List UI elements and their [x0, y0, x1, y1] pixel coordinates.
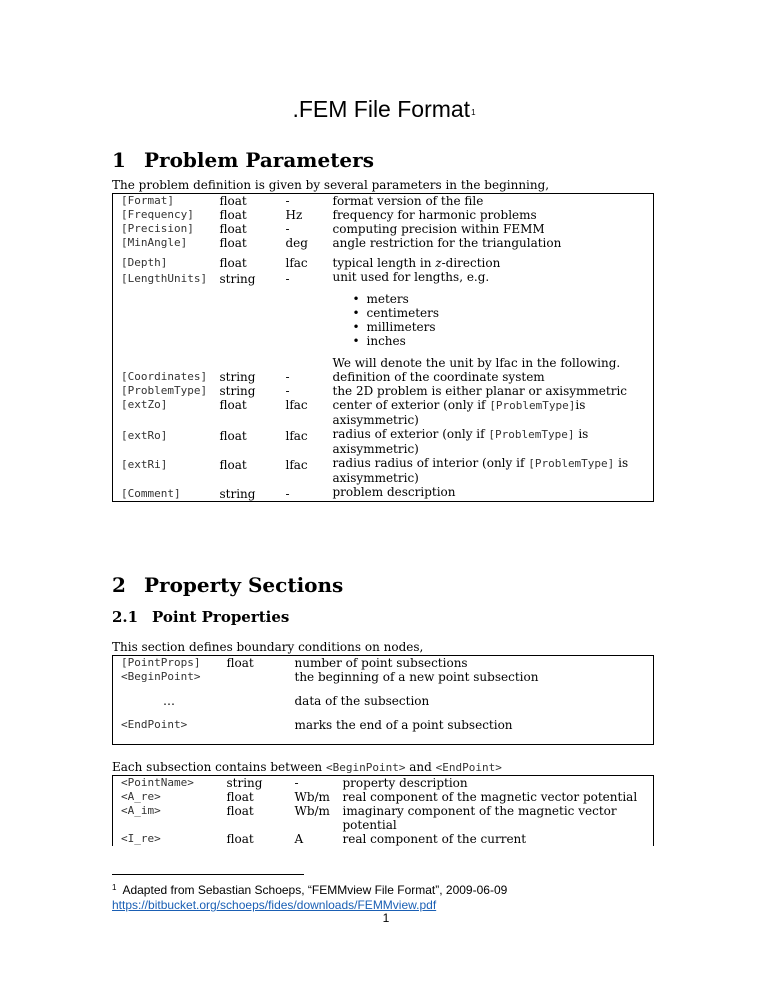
- param-unit: Wb/m: [294, 804, 330, 818]
- param-description: [333, 485, 654, 502]
- description-text: center of exterior (only if: [332, 398, 490, 412]
- table-row: [113, 656, 654, 671]
- description-text: is axisymmetric): [332, 398, 586, 427]
- section-title: Property Sections: [144, 573, 344, 597]
- param-name: [Depth]: [121, 256, 168, 269]
- list-item: • centimeters: [353, 306, 654, 320]
- description-text: data of the subsection: [294, 694, 430, 708]
- section-2-heading: [112, 573, 343, 597]
- param-name: <PointName>: [121, 776, 194, 789]
- param-type: float: [219, 208, 247, 222]
- param-description: [295, 708, 654, 745]
- param-description: [333, 370, 654, 384]
- list-item: • millimeters: [353, 320, 654, 334]
- table-row: [113, 485, 654, 502]
- param-type: [227, 708, 295, 745]
- document-title: [0, 96, 768, 123]
- param-name: [Format]: [121, 194, 174, 207]
- description-text: property description: [342, 776, 468, 790]
- description-text: is axisymmetric): [332, 427, 589, 456]
- table-row: [113, 370, 654, 384]
- param-unit: -: [285, 272, 290, 286]
- param-name: <BeginPoint>: [121, 670, 201, 683]
- param-description: [343, 832, 654, 846]
- param-unit: Wb/m: [294, 790, 330, 804]
- table-row: [113, 708, 654, 745]
- description-text: angle restriction for the triangulation: [332, 236, 562, 250]
- table-row: [113, 208, 654, 222]
- table-row: [113, 832, 654, 846]
- end-point-code: <EndPoint>: [435, 761, 502, 774]
- param-type: string: [219, 384, 256, 398]
- param-description: [295, 670, 654, 684]
- param-description: [295, 656, 654, 671]
- param-name: [MinAngle]: [121, 236, 188, 249]
- param-name: <I_re>: [121, 832, 161, 845]
- param-type: float: [219, 194, 247, 208]
- param-description: [333, 398, 654, 427]
- point-props-table: [112, 655, 654, 745]
- footnote-separator: [112, 874, 304, 875]
- param-description: [333, 270, 654, 370]
- description-text: unit used for lengths, e.g.: [332, 270, 490, 284]
- table-row: [113, 194, 654, 209]
- description-text: the beginning of a new point subsection: [294, 670, 539, 684]
- param-type: float: [219, 458, 247, 472]
- param-type: string: [219, 370, 256, 384]
- param-type: float: [219, 256, 247, 270]
- footnote-link[interactable]: https://bitbucket.org/schoeps/fides/downloads/FEMMview.pdf: [112, 898, 437, 912]
- length-units-list: [353, 292, 654, 348]
- table-row: [113, 398, 654, 427]
- param-unit: deg: [285, 236, 308, 250]
- param-type: float: [219, 429, 247, 443]
- param-type: float: [226, 832, 254, 846]
- param-unit: -: [294, 776, 299, 790]
- param-unit: lfac: [285, 398, 308, 412]
- table-row: [113, 236, 654, 250]
- table-row: [113, 222, 654, 236]
- param-name: [Frequency]: [121, 208, 194, 221]
- table-row: [113, 456, 654, 485]
- description-text: imaginary component of the magnetic vector potential: [342, 804, 617, 832]
- param-description: [333, 222, 654, 236]
- table-row: [113, 790, 654, 804]
- param-description: [333, 208, 654, 222]
- param-name: [extRi]: [121, 458, 168, 471]
- param-type: float: [226, 656, 254, 670]
- description-text: computing precision within FEMM: [332, 222, 545, 236]
- param-name: [ProblemType]: [121, 384, 208, 397]
- param-type: float: [226, 804, 254, 818]
- description-note: We will denote the unit by lfac in the following.: [332, 356, 621, 370]
- param-type: string: [226, 776, 263, 790]
- param-type: float: [219, 222, 247, 236]
- param-unit: -: [285, 487, 290, 501]
- param-name: [extZo]: [121, 398, 168, 411]
- page-number: 1: [382, 911, 390, 925]
- begin-point-code: <BeginPoint>: [325, 761, 406, 774]
- param-description: [333, 427, 654, 456]
- param-unit: A: [294, 832, 304, 846]
- point-subsection-table: [112, 775, 654, 846]
- footnote-mark: 1: [112, 883, 117, 892]
- param-type: [227, 684, 295, 708]
- param-unit: -: [285, 194, 290, 208]
- table-row: [113, 250, 654, 270]
- param-unit: lfac: [285, 429, 308, 443]
- description-text: format version of the file: [332, 194, 484, 208]
- param-unit: -: [285, 384, 290, 398]
- param-type: string: [219, 272, 256, 286]
- table-row: [113, 670, 654, 684]
- title-text: .FEM File Format: [292, 96, 471, 122]
- param-unit: Hz: [285, 208, 303, 222]
- param-description: [333, 456, 654, 485]
- description-text: is axisymmetric): [332, 456, 629, 485]
- table-row: [113, 776, 654, 791]
- problem-type-code: [ProblemType]: [489, 399, 576, 412]
- section-1-heading: [112, 148, 374, 172]
- subsection-contents-note: [112, 760, 502, 774]
- table-row: [113, 384, 654, 398]
- param-type: float: [226, 790, 254, 804]
- param-description: [333, 194, 654, 209]
- param-name: [Precision]: [121, 222, 194, 235]
- section-number: 1: [112, 148, 126, 172]
- param-name: <EndPoint>: [121, 718, 188, 731]
- problem-type-code: [ProblemType]: [528, 457, 615, 470]
- param-name: <A_re>: [121, 790, 161, 803]
- description-text: real component of the magnetic vector potential: [342, 790, 638, 804]
- subsection-2-1-intro: This section defines boundary conditions on nodes,: [112, 640, 424, 654]
- description-text: the 2D problem is either planar or axisymmetric: [332, 384, 628, 398]
- param-name: [extRo]: [121, 429, 168, 442]
- note-text: Each subsection contains between: [112, 760, 326, 774]
- param-type: float: [219, 398, 247, 412]
- section-title: Problem Parameters: [144, 148, 374, 172]
- list-item: • meters: [353, 292, 654, 306]
- param-description: [333, 250, 654, 270]
- description-text: problem description: [332, 485, 456, 499]
- param-unit: lfac: [285, 256, 308, 270]
- problem-parameters-table: [112, 193, 654, 502]
- table-row: [113, 684, 654, 708]
- param-description: [343, 804, 654, 832]
- subsection-number: 2.1: [112, 608, 139, 626]
- param-unit: lfac: [285, 458, 308, 472]
- param-name: <A_im>: [121, 804, 161, 817]
- description-text: radius radius of interior (only if: [332, 456, 529, 470]
- param-name: [Coordinates]: [121, 370, 208, 383]
- param-unit: -: [285, 222, 290, 236]
- description-text: definition of the coordinate system: [332, 370, 545, 384]
- param-type: float: [219, 236, 247, 250]
- description-text: number of point subsections: [294, 656, 468, 670]
- description-text: radius of exterior (only if: [332, 427, 489, 441]
- description-text: real component of the current: [342, 832, 527, 846]
- param-description: [343, 790, 654, 804]
- note-text: and: [405, 760, 436, 774]
- param-type: string: [219, 487, 256, 501]
- param-name: [Comment]: [121, 487, 181, 500]
- param-name: [LengthUnits]: [121, 272, 208, 285]
- param-name: [PointProps]: [121, 656, 201, 669]
- description-text: typical length in: [332, 256, 436, 270]
- description-text: -direction: [441, 256, 501, 270]
- param-name: …: [163, 694, 175, 708]
- description-text: marks the end of a point subsection: [294, 718, 513, 732]
- param-type: [227, 670, 295, 684]
- param-description: [295, 684, 654, 708]
- param-unit: -: [285, 370, 290, 384]
- param-description: [333, 236, 654, 250]
- list-item: • inches: [353, 334, 654, 348]
- param-description: [333, 384, 654, 398]
- table-row: [113, 427, 654, 456]
- section-1-intro: The problem definition is given by several parameters in the beginning,: [112, 178, 550, 192]
- description-text: frequency for harmonic problems: [332, 208, 537, 222]
- subsection-2-1-heading: [112, 608, 289, 626]
- section-number: 2: [112, 573, 126, 597]
- subsection-title: Point Properties: [152, 608, 290, 626]
- param-description: [343, 776, 654, 791]
- table-row: [113, 270, 654, 370]
- footnote: [112, 880, 507, 913]
- title-footnote-mark[interactable]: 1: [471, 108, 476, 117]
- table-row: [113, 804, 654, 832]
- problem-type-code: [ProblemType]: [488, 428, 575, 441]
- variable-z: z: [435, 256, 442, 270]
- footnote-text: Adapted from Sebastian Schoeps, “FEMMview File Format”, 2009-06-09: [122, 883, 508, 897]
